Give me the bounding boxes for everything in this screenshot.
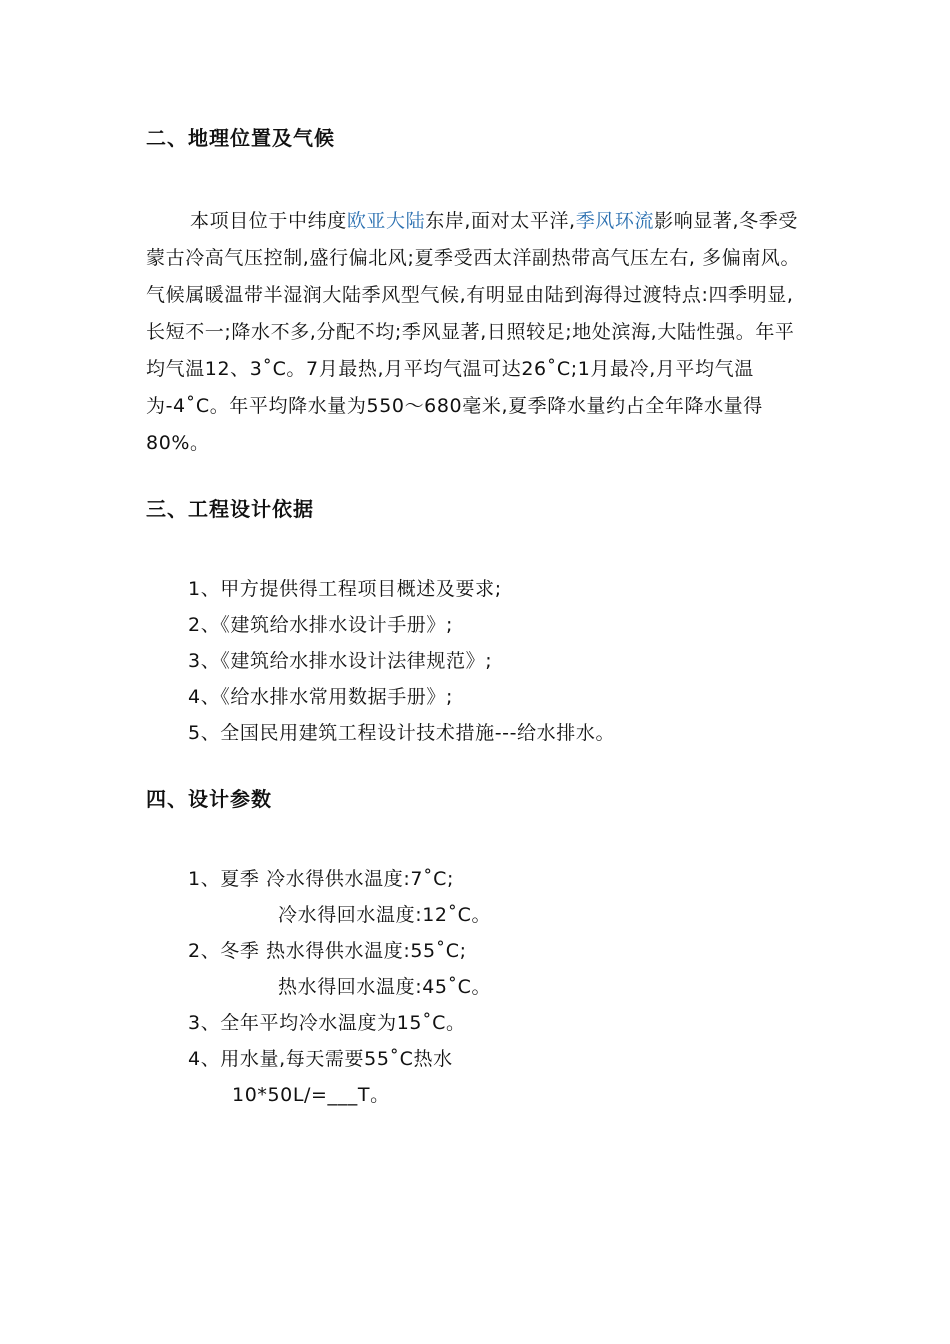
section-heading-design-basis: 三、工程设计依据 (146, 497, 314, 521)
paragraph-text-part3: 影响显著,冬季受蒙古冷高气压控制,盛行偏北风;夏季受西太洋副热带高气压左右, 多偏南风。气候属暖温带半湿润大陆季风型气候,有明显由陆到海得过渡特点:四季明显,长短不一;降水不多,分配不均;季风显著,日照较足;地处滨海,大陆性强。年平均气温12、3˚C。7月最热,月平均气温可达26˚C;1月最冷,月平均气温为-4˚C。年平均降水量为550～680毫米,夏季降水量约占全年降水量得80%。 (146, 210, 801, 454)
parameter-line: 2、冬季 热水得供水温度:55˚C; (188, 940, 467, 962)
link-monsoon-circulation[interactable]: 季风环流 (575, 210, 655, 232)
climate-paragraph (146, 203, 806, 462)
parameter-line: 4、用水量,每天需要55˚C热水 (188, 1048, 453, 1070)
list-item: 1、甲方提供得工程项目概述及要求; (188, 578, 502, 600)
list-item: 5、全国民用建筑工程设计技术措施---给水排水。 (188, 722, 616, 744)
list-item: 3、《建筑给水排水设计法律规范》; (188, 650, 493, 672)
list-item: 2、《建筑给水排水设计手册》; (188, 614, 453, 636)
list-item: 4、《给水排水常用数据手册》; (188, 686, 453, 708)
parameter-line: 热水得回水温度:45˚C。 (278, 976, 492, 998)
parameter-line: 冷水得回水温度:12˚C。 (278, 904, 492, 926)
section-heading-design-parameters: 四、设计参数 (146, 787, 272, 811)
link-eurasia[interactable]: 欧亚大陆 (346, 210, 426, 232)
parameter-line: 3、全年平均冷水温度为15˚C。 (188, 1012, 466, 1034)
parameter-line: 10*50L/=___T。 (232, 1084, 390, 1106)
section-heading-geography-climate: 二、地理位置及气候 (146, 126, 335, 150)
parameter-line: 1、夏季 冷水得供水温度:7˚C; (188, 868, 454, 890)
paragraph-text-part2: 东岸,面对太平洋, (425, 210, 576, 232)
paragraph-text-part1: 本项目位于中纬度 (190, 210, 347, 232)
